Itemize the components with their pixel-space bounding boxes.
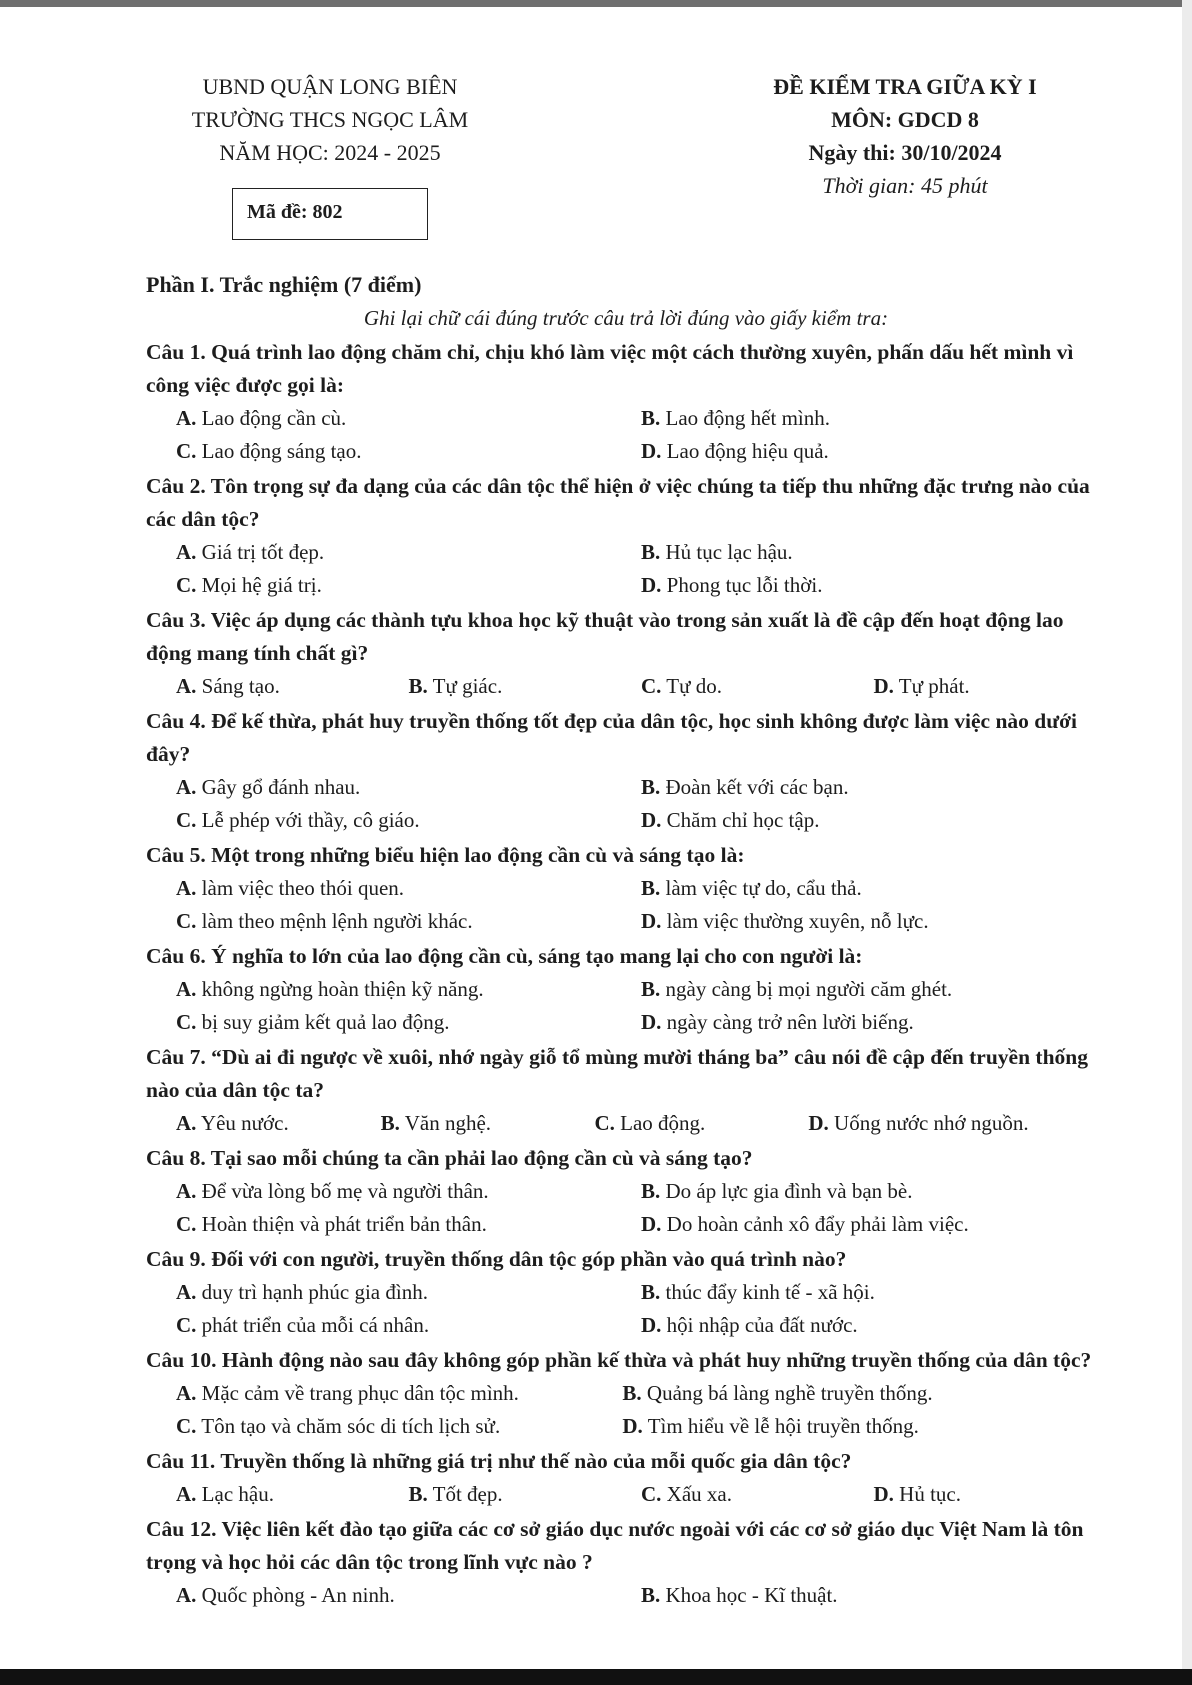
answer-option [176,536,641,569]
question-text [146,470,1106,536]
question-label: Câu 12. [146,1517,217,1541]
answer-option [641,973,1106,1006]
answer-text: Mọi hệ giá trị. [201,573,322,597]
question-item [146,1243,1106,1342]
answer-letter: B. [641,1280,661,1304]
scan-right-edge [1182,0,1192,1685]
answer-option [594,1107,808,1140]
answer-letter: A. [176,1179,197,1203]
answer-options [146,1579,1106,1612]
answer-option [641,1276,1106,1309]
question-label: Câu 3. [146,608,206,632]
answer-text: Lao động hết mình. [665,406,830,430]
answer-option [641,771,1106,804]
answer-text: Lao động hiệu quả. [666,439,829,463]
question-body: Việc liên kết đào tạo giữa các cơ sở giáo dục nước ngoài với các cơ sở giáo dục Việt Nam là tôn trọng và học hỏi các dân tộc trong lĩnh vực nào ? [146,1517,1084,1574]
question-list [146,336,1106,1612]
answer-text: không ngừng hoàn thiện kỹ năng. [201,977,484,1001]
answer-text: Quảng bá làng nghề truyền thống. [646,1381,933,1405]
question-body: Việc áp dụng các thành tựu khoa học kỹ thuật vào trong sản xuất là đề cập đến hoạt động lao động mang tính chất gì? [146,608,1064,665]
answer-option [874,670,1107,703]
answer-option [176,973,641,1006]
answer-option [808,1107,1106,1140]
answer-letter: C. [176,439,197,463]
answer-text: làm việc tự do, cẩu thả. [665,876,862,900]
question-item [146,604,1106,703]
question-body: Truyền thống là những giá trị như thế nào của mỗi quốc gia dân tộc? [220,1449,852,1473]
answer-letter: C. [641,674,662,698]
question-text [146,604,1106,670]
question-text [146,1445,1106,1478]
question-text [146,940,1106,973]
exam-duration: Thời gian: 45 phút [822,173,988,198]
answer-option [641,872,1106,905]
answer-text: làm theo mệnh lệnh người khác. [201,909,473,933]
answer-text: Tôn tạo và chăm sóc di tích lịch sử. [201,1414,501,1438]
answer-letter: A. [176,1381,197,1405]
question-item [146,705,1106,837]
answer-option [176,1579,641,1612]
question-body: Hành động nào sau đây không góp phần kế thừa và phát huy những truyền thống của dân tộc? [221,1348,1092,1372]
question-text [146,1142,1106,1175]
answer-letter: B. [408,1482,428,1506]
question-label: Câu 1. [146,340,206,364]
exam-date: Ngày thi: 30/10/2024 [808,140,1002,165]
answer-letter: A. [176,1280,197,1304]
answer-letter: C. [641,1482,662,1506]
answer-letter: B. [641,876,661,900]
answer-text: thúc đẩy kinh tế - xã hội. [665,1280,875,1304]
answer-text: Lao động sáng tạo. [201,439,362,463]
answer-text: bị suy giảm kết quả lao động. [201,1010,450,1034]
question-body: Tại sao mỗi chúng ta cần phải lao động cần cù và sáng tạo? [210,1146,753,1170]
answer-letter: C. [176,1414,197,1438]
answer-letter: D. [873,674,894,698]
answer-letter: B. [641,540,661,564]
question-label: Câu 4. [146,709,206,733]
exam-header [740,70,1070,202]
answer-letter: C. [176,1313,197,1337]
question-text [146,336,1106,402]
answer-text: Do hoàn cảnh xô đẩy phải làm việc. [666,1212,969,1236]
answer-option [409,670,642,703]
answer-options [146,402,1106,468]
answer-option [641,905,1106,938]
answer-text: Phong tục lỗi thời. [666,573,823,597]
answer-option [176,1377,622,1410]
answer-letter: D. [641,808,662,832]
answer-text: ngày càng trở nên lười biếng. [666,1010,914,1034]
answer-text: Văn nghệ. [404,1111,492,1135]
answer-option [176,1107,381,1140]
answer-option [176,905,641,938]
answer-text: Xấu xa. [666,1482,732,1506]
answer-text: Chăm chỉ học tập. [666,808,820,832]
school-year: NĂM HỌC: 2024 - 2025 [219,140,441,165]
answer-option [176,569,641,602]
answer-options [146,872,1106,938]
question-item [146,1041,1106,1140]
answer-option [176,1410,622,1443]
answer-letter: D. [641,1313,662,1337]
school-header [150,70,510,169]
answer-text: Để vừa lòng bố mẹ và người thân. [201,1179,489,1203]
answer-letter: D. [641,909,662,933]
question-body: Đối với con người, truyền thống dân tộc góp phần vào quá trình nào? [211,1247,847,1271]
answer-text: Yêu nước. [200,1111,289,1135]
answer-text: Uống nước nhớ nguồn. [834,1111,1029,1135]
answer-letter: B. [641,1583,661,1607]
answer-letter: A. [176,1482,197,1506]
answer-text: hội nhập của đất nước. [666,1313,858,1337]
answer-option [176,1478,409,1511]
answer-text: Quốc phòng - An ninh. [201,1583,395,1607]
answer-option [176,1309,641,1342]
question-text [146,705,1106,771]
answer-letter: D. [641,439,662,463]
answer-option [641,1309,1106,1342]
answer-letter: B. [380,1111,400,1135]
answer-text: phát triển của mỗi cá nhân. [201,1313,430,1337]
answer-text: Khoa học - Kĩ thuật. [665,1583,838,1607]
answer-option [176,1175,641,1208]
answer-options [146,973,1106,1039]
answer-letter: D. [641,1010,662,1034]
answer-letter: B. [641,1179,661,1203]
answer-text: Gây gổ đánh nhau. [201,775,361,799]
answer-letter: A. [176,674,197,698]
answer-text: ngày càng bị mọi người căm ghét. [665,977,953,1001]
answer-option [622,1377,1106,1410]
section-title: Phần I. Trắc nghiệm (7 điểm) [146,272,422,297]
question-label: Câu 8. [146,1146,206,1170]
answer-text: Tự phát. [898,674,970,698]
answer-text: Mặc cảm về trang phục dân tộc mình. [201,1381,519,1405]
question-body: “Dù ai đi ngược về xuôi, nhớ ngày giỗ tổ mùng mười tháng ba” câu nói đề cập đến truyền thống nào của dân tộc ta? [146,1045,1088,1102]
answer-text: Tìm hiểu về lễ hội truyền thống. [647,1414,919,1438]
answer-options [146,536,1106,602]
answer-letter: D. [641,1212,662,1236]
question-item [146,470,1106,602]
answer-text: Sáng tạo. [201,674,280,698]
answer-text: làm việc theo thói quen. [201,876,405,900]
answer-text: Do áp lực gia đình và bạn bè. [665,1179,913,1203]
answer-letter: B. [641,977,661,1001]
answer-option [176,872,641,905]
question-text [146,839,1106,872]
question-label: Câu 5. [146,843,206,867]
answer-option [641,1208,1106,1241]
answer-option [176,435,641,468]
answer-letter: D. [622,1414,643,1438]
answer-option [641,1579,1106,1612]
question-text [146,1344,1106,1377]
question-label: Câu 10. [146,1348,217,1372]
answer-options [146,670,1106,703]
answer-option [409,1478,642,1511]
answer-options [146,1276,1106,1342]
district-name: UBND QUẬN LONG BIÊN [202,74,458,99]
answer-option [874,1478,1107,1511]
answer-option [176,402,641,435]
answer-letter: B. [622,1381,642,1405]
answer-option [641,402,1106,435]
answer-option [641,536,1106,569]
answer-letter: C. [176,909,197,933]
answer-option [641,1006,1106,1039]
answer-letter: D. [808,1111,829,1135]
question-item [146,940,1106,1039]
school-name: TRƯỜNG THCS NGỌC LÂM [191,107,469,132]
question-body: Tôn trọng sự đa dạng của các dân tộc thể hiện ở việc chúng ta tiếp thu những đặc trưng nào của các dân tộc? [146,474,1090,531]
question-item [146,336,1106,468]
question-text [146,1041,1106,1107]
answer-option [641,804,1106,837]
answer-text: Hủ tục lạc hậu. [665,540,793,564]
answer-text: Lao động cần cù. [201,406,347,430]
answer-letter: A. [176,406,197,430]
question-label: Câu 2. [146,474,206,498]
answer-letter: B. [641,775,661,799]
question-item [146,1445,1106,1511]
answer-letter: A. [176,775,197,799]
question-body: Một trong những biểu hiện lao động cần cù và sáng tạo là: [211,843,745,867]
question-text [146,1513,1106,1579]
answer-text: Đoàn kết với các bạn. [665,775,849,799]
question-body: Để kế thừa, phát huy truyền thống tốt đẹp của dân tộc, học sinh không được làm việc nào dưới đây? [146,709,1078,766]
answer-option [176,670,409,703]
answer-text: Hủ tục. [899,1482,961,1506]
answer-letter: D. [641,573,662,597]
answer-option [641,1478,874,1511]
answer-option [176,1006,641,1039]
answer-text: Tự do. [666,674,723,698]
answer-letter: C. [176,1212,197,1236]
answer-letter: A. [176,540,197,564]
answer-letter: B. [408,674,428,698]
answer-options [146,1175,1106,1241]
answer-letter: A. [176,876,197,900]
answer-option [381,1107,595,1140]
answer-option [641,670,874,703]
exam-code: Mã đề: 802 [247,201,343,223]
exam-subject: MÔN: GDCD 8 [831,107,979,132]
answer-text: Lạc hậu. [201,1482,274,1506]
scan-top-edge [0,0,1192,7]
question-item [146,1344,1106,1443]
answer-text: Lễ phép với thầy, cô giáo. [201,808,420,832]
answer-letter: C. [176,1010,197,1034]
answer-options [146,1377,1106,1443]
answer-letter: C. [594,1111,615,1135]
question-body: Ý nghĩa to lớn của lao động cần cù, sáng tạo mang lại cho con người là: [211,944,863,968]
answer-letter: C. [176,808,197,832]
question-label: Câu 7. [146,1045,206,1069]
answer-letter: A. [176,1583,197,1607]
answer-option [176,804,641,837]
answer-option [641,569,1106,602]
exam-title: ĐỀ KIỂM TRA GIỮA KỲ I [773,74,1037,99]
answer-letter: A. [176,1111,197,1135]
question-item [146,1142,1106,1241]
answer-letter: D. [873,1482,894,1506]
answer-text: Giá trị tốt đẹp. [201,540,325,564]
exam-content [146,268,1106,1612]
answer-options [146,1107,1106,1140]
question-text [146,1243,1106,1276]
question-label: Câu 11. [146,1449,216,1473]
answer-option [641,435,1106,468]
section-instruction: Ghi lại chữ cái đúng trước câu trả lời đúng vào giấy kiểm tra: [363,306,889,330]
answer-text: duy trì hạnh phúc gia đình. [201,1280,428,1304]
question-body: Quá trình lao động chăm chỉ, chịu khó làm việc một cách thường xuyên, phấn dấu hết mình vì công việc được gọi là: [146,340,1074,397]
question-item [146,839,1106,938]
answer-option [622,1410,1106,1443]
answer-option [176,771,641,804]
answer-text: Tốt đẹp. [432,1482,503,1506]
exam-code-box [232,188,428,240]
question-label: Câu 6. [146,944,206,968]
scan-bottom-edge [0,1669,1192,1685]
answer-option [176,1208,641,1241]
answer-text: làm việc thường xuyên, nỗ lực. [666,909,929,933]
answer-options [146,1478,1106,1511]
answer-letter: B. [641,406,661,430]
answer-letter: C. [176,573,197,597]
answer-text: Tự giác. [432,674,503,698]
question-label: Câu 9. [146,1247,206,1271]
question-item [146,1513,1106,1612]
answer-option [641,1175,1106,1208]
answer-option [176,1276,641,1309]
answer-text: Hoàn thiện và phát triển bản thân. [201,1212,487,1236]
answer-letter: A. [176,977,197,1001]
answer-text: Lao động. [620,1111,706,1135]
answer-options [146,771,1106,837]
